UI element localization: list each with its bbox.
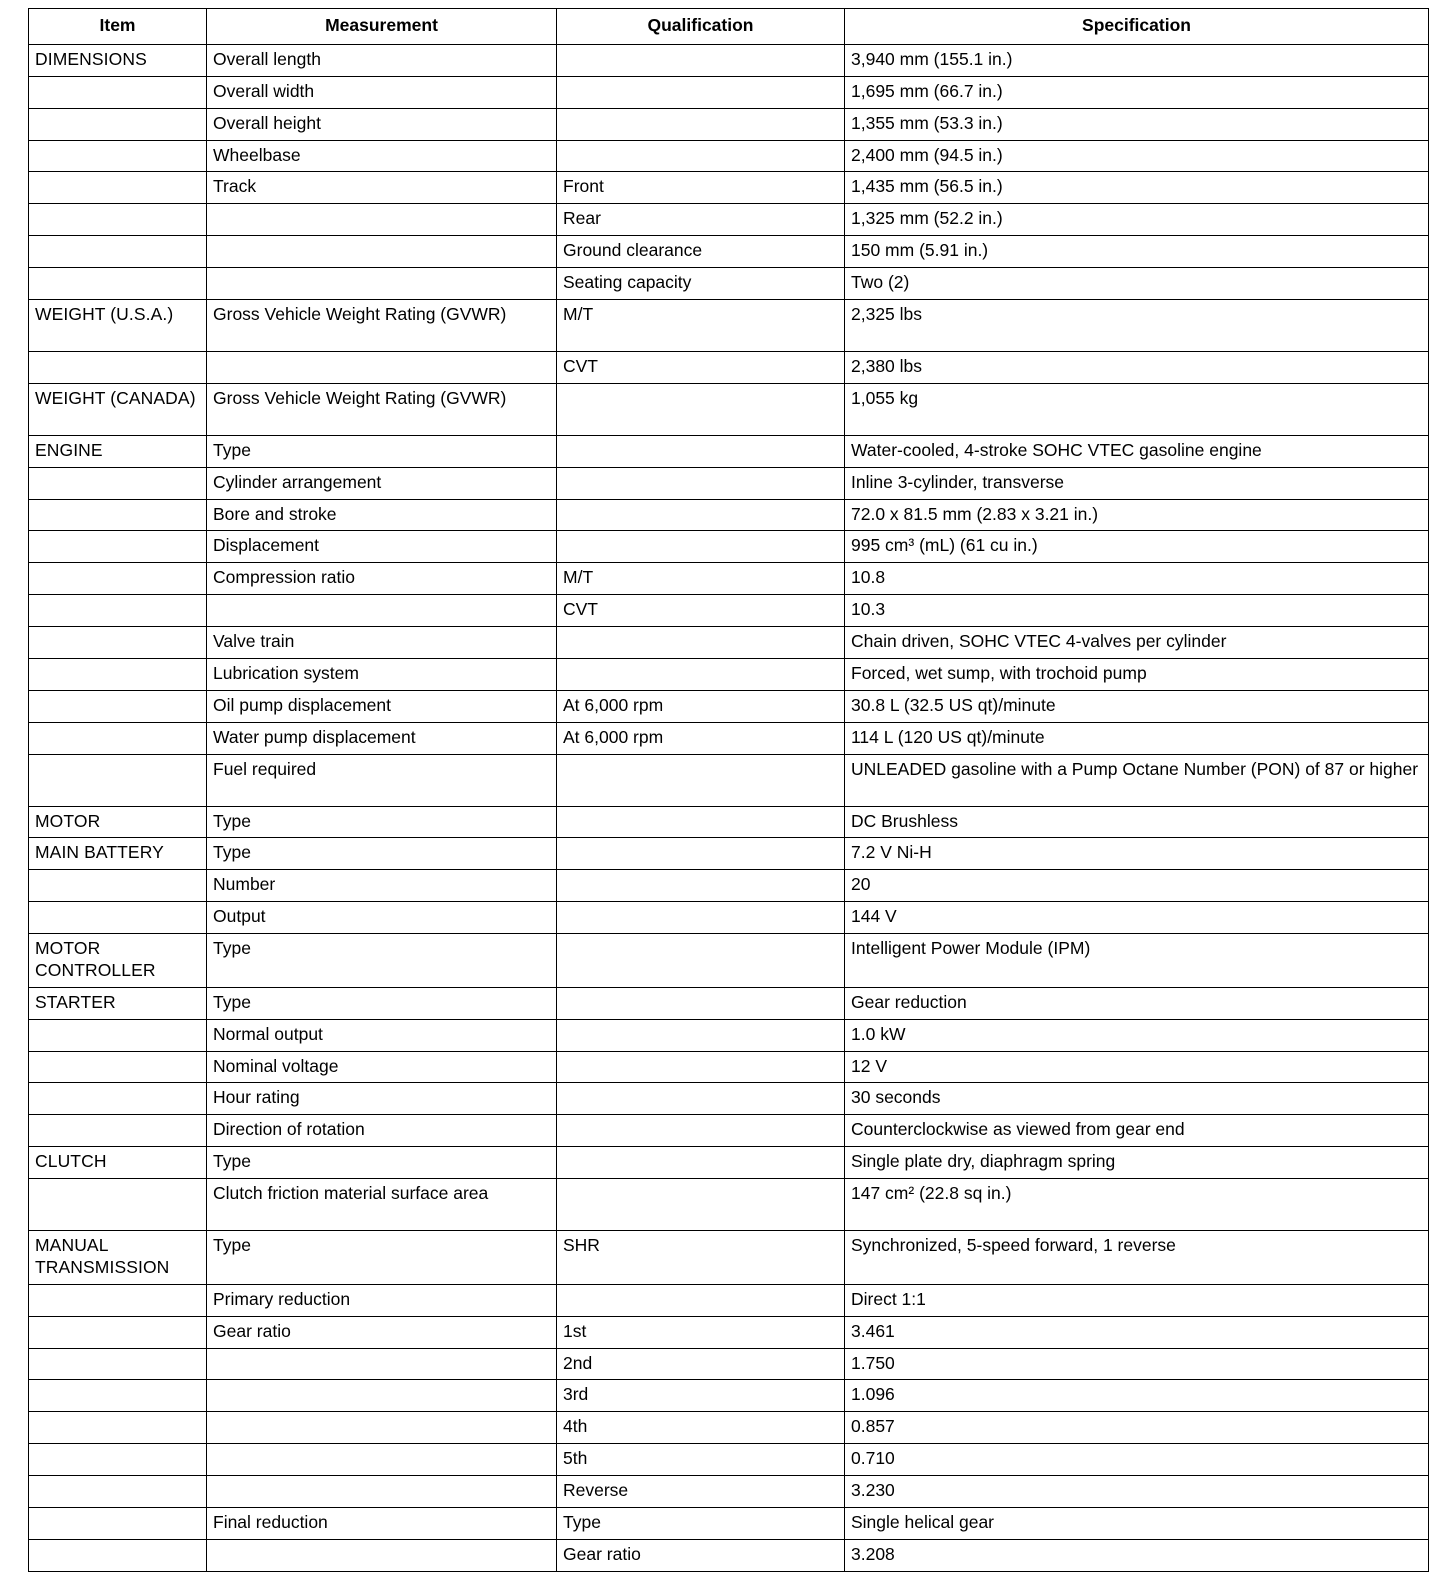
cell-measurement: [207, 1380, 557, 1412]
table-row: [29, 1147, 1429, 1179]
table-row: [29, 44, 1429, 76]
cell-specification: Single helical gear: [845, 1507, 1429, 1539]
cell-measurement: [207, 1348, 557, 1380]
cell-measurement: Oil pump displacement: [207, 690, 557, 722]
cell-specification: 147 cm² (22.8 sq in.): [845, 1179, 1429, 1231]
cell-item: [29, 140, 207, 172]
cell-item: [29, 351, 207, 383]
cell-qualification: 3rd: [557, 1380, 845, 1412]
cell-measurement: Overall length: [207, 44, 557, 76]
cell-specification: 1.750: [845, 1348, 1429, 1380]
cell-qualification: [557, 140, 845, 172]
cell-qualification: Ground clearance: [557, 236, 845, 268]
cell-item: WEIGHT (U.S.A.): [29, 299, 207, 351]
cell-measurement: Overall height: [207, 108, 557, 140]
cell-item: CLUTCH: [29, 1147, 207, 1179]
cell-item: [29, 1179, 207, 1231]
table-row: [29, 1083, 1429, 1115]
cell-qualification: Front: [557, 172, 845, 204]
column-header-specification: Specification: [845, 9, 1429, 45]
cell-measurement: [207, 595, 557, 627]
cell-qualification: [557, 1179, 845, 1231]
cell-measurement: Track: [207, 172, 557, 204]
cell-item: [29, 467, 207, 499]
cell-qualification: [557, 754, 845, 806]
cell-qualification: [557, 627, 845, 659]
cell-item: [29, 563, 207, 595]
cell-qualification: SHR: [557, 1231, 845, 1285]
cell-specification: 1,355 mm (53.3 in.): [845, 108, 1429, 140]
cell-item: [29, 76, 207, 108]
cell-item: DIMENSIONS: [29, 44, 207, 76]
cell-measurement: Lubrication system: [207, 658, 557, 690]
cell-specification: 1,055 kg: [845, 383, 1429, 435]
cell-specification: Synchronized, 5-speed forward, 1 reverse: [845, 1231, 1429, 1285]
cell-measurement: [207, 204, 557, 236]
cell-qualification: [557, 1083, 845, 1115]
cell-qualification: Seating capacity: [557, 268, 845, 300]
cell-qualification: [557, 1019, 845, 1051]
table-row: [29, 351, 1429, 383]
cell-specification: Inline 3-cylinder, transverse: [845, 467, 1429, 499]
table-row: [29, 499, 1429, 531]
table-row: [29, 435, 1429, 467]
table-row: [29, 1412, 1429, 1444]
cell-qualification: [557, 44, 845, 76]
table-row: [29, 690, 1429, 722]
cell-measurement: Wheelbase: [207, 140, 557, 172]
cell-measurement: [207, 1539, 557, 1571]
column-header-measurement: Measurement: [207, 9, 557, 45]
cell-qualification: Gear ratio: [557, 1539, 845, 1571]
table-row: [29, 1231, 1429, 1285]
cell-item: STARTER: [29, 987, 207, 1019]
cell-specification: 3,940 mm (155.1 in.): [845, 44, 1429, 76]
cell-measurement: Cylinder arrangement: [207, 467, 557, 499]
cell-item: [29, 1476, 207, 1508]
table-row: [29, 1115, 1429, 1147]
table-row: [29, 1051, 1429, 1083]
cell-qualification: [557, 435, 845, 467]
cell-item: [29, 172, 207, 204]
table-row: [29, 531, 1429, 563]
cell-measurement: Normal output: [207, 1019, 557, 1051]
cell-specification: 995 cm³ (mL) (61 cu in.): [845, 531, 1429, 563]
table-row: [29, 1019, 1429, 1051]
cell-qualification: [557, 76, 845, 108]
cell-item: [29, 902, 207, 934]
cell-specification: 12 V: [845, 1051, 1429, 1083]
table-row: [29, 595, 1429, 627]
cell-qualification: [557, 806, 845, 838]
cell-qualification: 1st: [557, 1316, 845, 1348]
cell-measurement: Type: [207, 806, 557, 838]
table-row: [29, 108, 1429, 140]
cell-qualification: [557, 902, 845, 934]
table-row: [29, 172, 1429, 204]
cell-item: [29, 1539, 207, 1571]
cell-specification: 7.2 V Ni-H: [845, 838, 1429, 870]
table-row: [29, 1179, 1429, 1231]
cell-qualification: [557, 531, 845, 563]
cell-qualification: Rear: [557, 204, 845, 236]
cell-specification: Single plate dry, diaphragm spring: [845, 1147, 1429, 1179]
column-header-qualification: Qualification: [557, 9, 845, 45]
cell-measurement: Clutch friction material surface area: [207, 1179, 557, 1231]
cell-qualification: Reverse: [557, 1476, 845, 1508]
table-row: [29, 902, 1429, 934]
cell-qualification: 5th: [557, 1444, 845, 1476]
cell-item: [29, 722, 207, 754]
cell-qualification: [557, 1115, 845, 1147]
table-row: [29, 934, 1429, 988]
cell-measurement: Direction of rotation: [207, 1115, 557, 1147]
cell-specification: 30 seconds: [845, 1083, 1429, 1115]
cell-qualification: At 6,000 rpm: [557, 722, 845, 754]
table-row: [29, 838, 1429, 870]
cell-specification: Gear reduction: [845, 987, 1429, 1019]
cell-item: [29, 1444, 207, 1476]
cell-item: [29, 1507, 207, 1539]
cell-specification: 1.096: [845, 1380, 1429, 1412]
cell-specification: 1,695 mm (66.7 in.): [845, 76, 1429, 108]
table-row: [29, 1444, 1429, 1476]
cell-item: [29, 499, 207, 531]
cell-qualification: Type: [557, 1507, 845, 1539]
cell-specification: 2,325 lbs: [845, 299, 1429, 351]
cell-measurement: Type: [207, 435, 557, 467]
cell-qualification: M/T: [557, 563, 845, 595]
cell-qualification: [557, 658, 845, 690]
cell-qualification: [557, 108, 845, 140]
cell-qualification: [557, 1051, 845, 1083]
cell-specification: 3.230: [845, 1476, 1429, 1508]
cell-qualification: [557, 1284, 845, 1316]
table-row: [29, 1380, 1429, 1412]
cell-specification: Intelligent Power Module (IPM): [845, 934, 1429, 988]
table-row: [29, 299, 1429, 351]
table-row: [29, 76, 1429, 108]
cell-measurement: Final reduction: [207, 1507, 557, 1539]
cell-item: [29, 870, 207, 902]
cell-item: [29, 1115, 207, 1147]
cell-specification: Forced, wet sump, with trochoid pump: [845, 658, 1429, 690]
cell-specification: 30.8 L (32.5 US qt)/minute: [845, 690, 1429, 722]
vehicle-specification-table: [28, 8, 1429, 1572]
cell-specification: 3.208: [845, 1539, 1429, 1571]
cell-qualification: [557, 870, 845, 902]
table-row: [29, 1284, 1429, 1316]
table-row: [29, 383, 1429, 435]
table-header-row: [29, 9, 1429, 45]
cell-measurement: Valve train: [207, 627, 557, 659]
table-row: [29, 627, 1429, 659]
cell-qualification: 4th: [557, 1412, 845, 1444]
table-row: [29, 1348, 1429, 1380]
table-row: [29, 1476, 1429, 1508]
cell-specification: 0.710: [845, 1444, 1429, 1476]
cell-measurement: [207, 236, 557, 268]
table-row: [29, 467, 1429, 499]
cell-qualification: [557, 987, 845, 1019]
cell-item: [29, 1380, 207, 1412]
cell-specification: 1,325 mm (52.2 in.): [845, 204, 1429, 236]
cell-item: MAIN BATTERY: [29, 838, 207, 870]
cell-item: [29, 1412, 207, 1444]
table-row: [29, 236, 1429, 268]
cell-specification: 3.461: [845, 1316, 1429, 1348]
table-row: [29, 268, 1429, 300]
cell-qualification: CVT: [557, 351, 845, 383]
cell-specification: 114 L (120 US qt)/minute: [845, 722, 1429, 754]
cell-qualification: 2nd: [557, 1348, 845, 1380]
cell-specification: DC Brushless: [845, 806, 1429, 838]
cell-measurement: Primary reduction: [207, 1284, 557, 1316]
cell-specification: 1,435 mm (56.5 in.): [845, 172, 1429, 204]
cell-item: [29, 690, 207, 722]
table-row: [29, 870, 1429, 902]
cell-specification: 20: [845, 870, 1429, 902]
table-row: [29, 722, 1429, 754]
table-row: [29, 1539, 1429, 1571]
cell-measurement: Type: [207, 987, 557, 1019]
cell-measurement: Overall width: [207, 76, 557, 108]
cell-measurement: Gear ratio: [207, 1316, 557, 1348]
table-row: [29, 1507, 1429, 1539]
cell-qualification: M/T: [557, 299, 845, 351]
table-row: [29, 987, 1429, 1019]
cell-item: [29, 627, 207, 659]
cell-specification: 2,400 mm (94.5 in.): [845, 140, 1429, 172]
cell-item: [29, 108, 207, 140]
cell-specification: 144 V: [845, 902, 1429, 934]
cell-measurement: Gross Vehicle Weight Rating (GVWR): [207, 299, 557, 351]
cell-qualification: CVT: [557, 595, 845, 627]
cell-specification: Two (2): [845, 268, 1429, 300]
cell-measurement: [207, 268, 557, 300]
cell-measurement: Type: [207, 1147, 557, 1179]
cell-measurement: Nominal voltage: [207, 1051, 557, 1083]
cell-qualification: [557, 838, 845, 870]
cell-measurement: Gross Vehicle Weight Rating (GVWR): [207, 383, 557, 435]
table-body: [29, 44, 1429, 1571]
cell-qualification: [557, 1147, 845, 1179]
table-row: [29, 140, 1429, 172]
cell-item: MOTOR CONTROLLER: [29, 934, 207, 988]
cell-item: [29, 1019, 207, 1051]
cell-specification: Water-cooled, 4-stroke SOHC VTEC gasoline engine: [845, 435, 1429, 467]
cell-qualification: [557, 383, 845, 435]
cell-qualification: At 6,000 rpm: [557, 690, 845, 722]
cell-measurement: Water pump displacement: [207, 722, 557, 754]
cell-item: MANUAL TRANSMISSION: [29, 1231, 207, 1285]
cell-item: [29, 1051, 207, 1083]
cell-item: [29, 1083, 207, 1115]
cell-measurement: [207, 1412, 557, 1444]
cell-specification: UNLEADED gasoline with a Pump Octane Number (PON) of 87 or higher: [845, 754, 1429, 806]
cell-measurement: Compression ratio: [207, 563, 557, 595]
cell-measurement: Fuel required: [207, 754, 557, 806]
cell-item: [29, 754, 207, 806]
cell-measurement: Type: [207, 934, 557, 988]
cell-measurement: Number: [207, 870, 557, 902]
cell-item: [29, 1284, 207, 1316]
cell-measurement: Bore and stroke: [207, 499, 557, 531]
cell-measurement: Output: [207, 902, 557, 934]
cell-specification: 2,380 lbs: [845, 351, 1429, 383]
cell-specification: 150 mm (5.91 in.): [845, 236, 1429, 268]
cell-item: [29, 531, 207, 563]
column-header-item: Item: [29, 9, 207, 45]
cell-specification: 1.0 kW: [845, 1019, 1429, 1051]
table-header: [29, 9, 1429, 45]
cell-specification: Direct 1:1: [845, 1284, 1429, 1316]
cell-item: [29, 268, 207, 300]
table-row: [29, 1316, 1429, 1348]
table-row: [29, 754, 1429, 806]
cell-specification: 72.0 x 81.5 mm (2.83 x 3.21 in.): [845, 499, 1429, 531]
cell-item: ENGINE: [29, 435, 207, 467]
cell-specification: 0.857: [845, 1412, 1429, 1444]
cell-measurement: Displacement: [207, 531, 557, 563]
table-row: [29, 658, 1429, 690]
cell-qualification: [557, 467, 845, 499]
cell-item: [29, 204, 207, 236]
cell-measurement: [207, 1444, 557, 1476]
cell-specification: Counterclockwise as viewed from gear end: [845, 1115, 1429, 1147]
cell-qualification: [557, 934, 845, 988]
cell-qualification: [557, 499, 845, 531]
cell-measurement: Hour rating: [207, 1083, 557, 1115]
cell-item: MOTOR: [29, 806, 207, 838]
table-row: [29, 806, 1429, 838]
cell-measurement: Type: [207, 838, 557, 870]
cell-measurement: Type: [207, 1231, 557, 1285]
cell-measurement: [207, 351, 557, 383]
table-row: [29, 204, 1429, 236]
cell-specification: 10.3: [845, 595, 1429, 627]
table-row: [29, 563, 1429, 595]
cell-item: [29, 1348, 207, 1380]
cell-item: [29, 658, 207, 690]
cell-measurement: [207, 1476, 557, 1508]
cell-specification: 10.8: [845, 563, 1429, 595]
cell-item: [29, 595, 207, 627]
cell-specification: Chain driven, SOHC VTEC 4-valves per cylinder: [845, 627, 1429, 659]
cell-item: [29, 236, 207, 268]
cell-item: [29, 1316, 207, 1348]
cell-item: WEIGHT (CANADA): [29, 383, 207, 435]
